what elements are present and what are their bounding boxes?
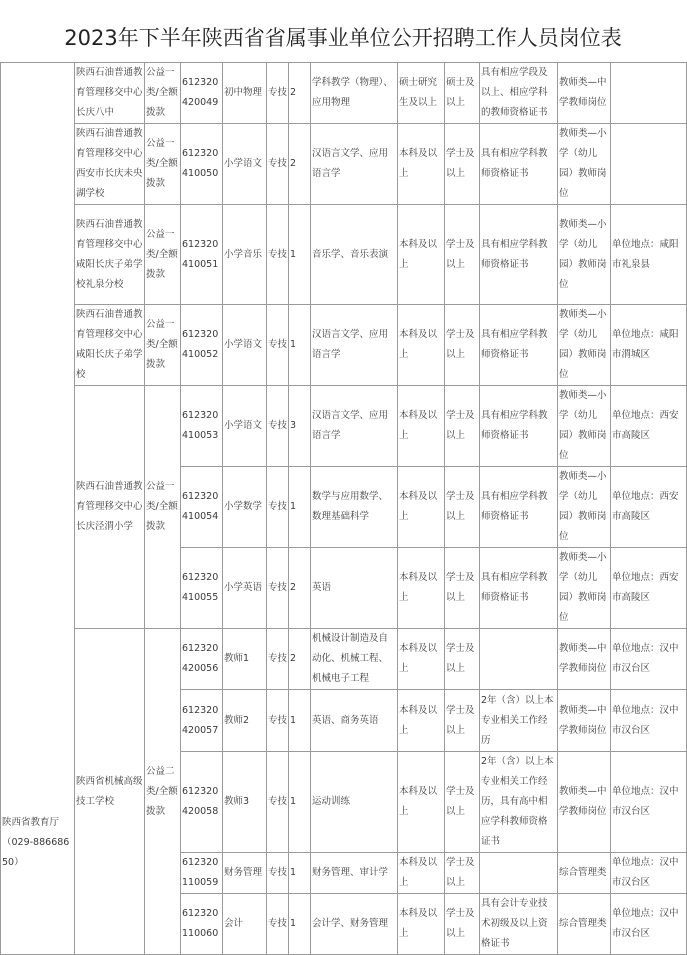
education-cell: 本科及以上 xyxy=(398,752,445,853)
note-cell: 单位地点：汉中市汉台区 xyxy=(611,629,687,690)
other-requirements-cell: 2年（含）以上本专业相关工作经历，具有高中相应学科教师资格证书 xyxy=(480,752,558,853)
major-cell: 会计学、财务管理 xyxy=(311,894,398,955)
post-category-cell: 专技 xyxy=(267,853,289,894)
post-name-cell: 小学语文 xyxy=(223,386,267,467)
other-requirements-cell: 具有相应学科教师资格证书 xyxy=(480,386,558,467)
post-name-cell: 小学英语 xyxy=(223,548,267,629)
post-type-cell: 教师类—中学教师岗位 xyxy=(558,752,611,853)
hire-count-cell: 2 xyxy=(289,548,311,629)
education-cell: 本科及以上 xyxy=(398,548,445,629)
post-category-cell: 专技 xyxy=(267,305,289,386)
degree-cell: 学士及以上 xyxy=(445,752,480,853)
other-requirements-cell: 具有相应学科教师资格证书 xyxy=(480,205,558,305)
education-cell: 本科及以上 xyxy=(398,467,445,548)
education-cell: 本科及以上 xyxy=(398,205,445,305)
unit-cell: 陕西石油普通教育管理移交中心长庆八中 xyxy=(75,63,145,124)
post-code-cell: 612320410054 xyxy=(181,467,223,548)
table-row xyxy=(1,305,687,386)
education-cell: 本科及以上 xyxy=(398,629,445,690)
unit-nature-cell: 公益一类/全额拨款 xyxy=(145,205,181,305)
post-category-cell: 专技 xyxy=(267,752,289,853)
positions-table xyxy=(0,62,687,955)
post-category-cell: 专技 xyxy=(267,63,289,124)
post-type-cell: 教师类—小学（幼儿园）教师岗位 xyxy=(558,305,611,386)
education-cell: 本科及以上 xyxy=(398,386,445,467)
other-requirements-cell: 具有相应学段及以上、相应学科的教师资格证书 xyxy=(480,63,558,124)
unit-nature-cell: 公益一类/全额拨款 xyxy=(145,124,181,205)
major-cell: 汉语言文学、应用语言学 xyxy=(311,305,398,386)
post-type-cell: 教师类—中学教师岗位 xyxy=(558,629,611,690)
degree-cell: 学士及以上 xyxy=(445,690,480,752)
note-cell: 单位地点：西安市高陵区 xyxy=(611,467,687,548)
hire-count-cell: 1 xyxy=(289,752,311,853)
page-title: 2023年下半年陕西省省属事业单位公开招聘工作人员岗位表 xyxy=(64,26,622,50)
post-name-cell: 教师3 xyxy=(223,752,267,853)
unit-cell: 陕西石油普通教育管理移交中心长庆泾渭小学 xyxy=(75,386,145,629)
education-cell: 本科及以上 xyxy=(398,853,445,894)
education-cell: 本科及以上 xyxy=(398,124,445,205)
post-category-cell: 专技 xyxy=(267,205,289,305)
major-cell: 音乐学、音乐表演 xyxy=(311,205,398,305)
major-cell: 汉语言文学、应用语言学 xyxy=(311,386,398,467)
post-name-cell: 小学语文 xyxy=(223,305,267,386)
note-cell: 单位地点：汉中市汉台区 xyxy=(611,853,687,894)
post-code-cell: 612320420056 xyxy=(181,629,223,690)
other-requirements-cell: 具有会计专业技术初级及以上资格证书 xyxy=(480,894,558,955)
post-name-cell: 会计 xyxy=(223,894,267,955)
major-cell: 英语 xyxy=(311,548,398,629)
post-code-cell: 612320110059 xyxy=(181,853,223,894)
degree-cell: 学士及以上 xyxy=(445,205,480,305)
post-code-cell: 612320410055 xyxy=(181,548,223,629)
note-cell: 单位地点：咸阳市渭城区 xyxy=(611,305,687,386)
hire-count-cell: 1 xyxy=(289,305,311,386)
hire-count-cell: 1 xyxy=(289,853,311,894)
hire-count-cell: 2 xyxy=(289,629,311,690)
post-type-cell: 教师类—小学（幼儿园）教师岗位 xyxy=(558,467,611,548)
education-cell: 本科及以上 xyxy=(398,690,445,752)
unit-cell: 陕西省机械高级技工学校 xyxy=(75,629,145,955)
post-category-cell: 专技 xyxy=(267,467,289,548)
post-type-cell: 教师类—小学（幼儿园）教师岗位 xyxy=(558,386,611,467)
post-type-cell: 教师类—小学（幼儿园）教师岗位 xyxy=(558,548,611,629)
degree-cell: 学士及以上 xyxy=(445,629,480,690)
post-category-cell: 专技 xyxy=(267,690,289,752)
major-cell: 数学与应用数学、数理基础科学 xyxy=(311,467,398,548)
post-type-cell: 综合管理类 xyxy=(558,853,611,894)
major-cell: 汉语言文学、应用语言学 xyxy=(311,124,398,205)
other-requirements-cell: 具有相应学科教师资格证书 xyxy=(480,124,558,205)
degree-cell: 学士及以上 xyxy=(445,853,480,894)
other-requirements-cell xyxy=(480,853,558,894)
post-category-cell: 专技 xyxy=(267,629,289,690)
degree-cell: 学士及以上 xyxy=(445,386,480,467)
note-cell: 单位地点：西安市高陵区 xyxy=(611,386,687,467)
hire-count-cell: 3 xyxy=(289,386,311,467)
major-cell: 英语、商务英语 xyxy=(311,690,398,752)
unit-cell: 陕西石油普通教育管理移交中心咸阳长庆子弟学校礼泉分校 xyxy=(75,205,145,305)
post-name-cell: 教师1 xyxy=(223,629,267,690)
positions-table-container xyxy=(0,62,686,949)
post-category-cell: 专技 xyxy=(267,124,289,205)
degree-cell: 学士及以上 xyxy=(445,305,480,386)
post-name-cell: 小学数学 xyxy=(223,467,267,548)
other-requirements-cell xyxy=(480,629,558,690)
unit-nature-cell: 公益一类/全额拨款 xyxy=(145,386,181,629)
degree-cell: 学士及以上 xyxy=(445,467,480,548)
table-row xyxy=(1,205,687,305)
post-type-cell: 教师类—小学（幼儿园）教师岗位 xyxy=(558,124,611,205)
post-name-cell: 财务管理 xyxy=(223,853,267,894)
major-cell: 机械设计制造及自动化、机械工程、机械电子工程 xyxy=(311,629,398,690)
table-row xyxy=(1,124,687,205)
hire-count-cell: 2 xyxy=(289,124,311,205)
note-cell xyxy=(611,63,687,124)
table-row xyxy=(1,63,687,124)
hire-count-cell: 1 xyxy=(289,690,311,752)
post-name-cell: 小学音乐 xyxy=(223,205,267,305)
note-cell: 单位地点：咸阳市礼泉县 xyxy=(611,205,687,305)
post-code-cell: 612320420057 xyxy=(181,690,223,752)
other-requirements-cell: 具有相应学科教师资格证书 xyxy=(480,548,558,629)
department-cell xyxy=(1,63,75,955)
post-code-cell: 612320410052 xyxy=(181,305,223,386)
unit-cell: 陕西石油普通教育管理移交中心西安市长庆未央湖学校 xyxy=(75,124,145,205)
unit-nature-cell: 公益一类/全额拨款 xyxy=(145,305,181,386)
hire-count-cell: 1 xyxy=(289,467,311,548)
hire-count-cell: 1 xyxy=(289,205,311,305)
post-type-cell: 教师类—中学教师岗位 xyxy=(558,690,611,752)
major-cell: 学科教学（物理）、应用物理 xyxy=(311,63,398,124)
post-code-cell: 612320420049 xyxy=(181,63,223,124)
post-name-cell: 初中物理 xyxy=(223,63,267,124)
note-cell: 单位地点：汉中市汉台区 xyxy=(611,752,687,853)
degree-cell: 学士及以上 xyxy=(445,894,480,955)
unit-nature-cell: 公益二类/全额拨款 xyxy=(145,629,181,955)
post-category-cell: 专技 xyxy=(267,894,289,955)
education-cell: 硕士研究生及以上 xyxy=(398,63,445,124)
note-cell: 单位地点：西安市高陵区 xyxy=(611,548,687,629)
degree-cell: 学士及以上 xyxy=(445,548,480,629)
table-row xyxy=(1,386,687,467)
note-cell xyxy=(611,124,687,205)
other-requirements-cell: 具有相应学科教师资格证书 xyxy=(480,467,558,548)
post-code-cell: 612320410053 xyxy=(181,386,223,467)
post-code-cell: 612320420058 xyxy=(181,752,223,853)
post-type-cell: 教师类—中学教师岗位 xyxy=(558,63,611,124)
other-requirements-cell: 2年（含）以上本专业相关工作经历 xyxy=(480,690,558,752)
degree-cell: 学士及以上 xyxy=(445,124,480,205)
unit-cell: 陕西石油普通教育管理移交中心咸阳长庆子弟学校 xyxy=(75,305,145,386)
post-code-cell: 612320410051 xyxy=(181,205,223,305)
hire-count-cell: 1 xyxy=(289,894,311,955)
education-cell: 本科及以上 xyxy=(398,305,445,386)
note-cell: 单位地点：汉中市汉台区 xyxy=(611,690,687,752)
post-name-cell: 教师2 xyxy=(223,690,267,752)
post-code-cell: 612320410050 xyxy=(181,124,223,205)
table-row xyxy=(1,629,687,690)
post-category-cell: 专技 xyxy=(267,386,289,467)
major-cell: 财务管理、审计学 xyxy=(311,853,398,894)
note-cell: 单位地点：汉中市汉台区 xyxy=(611,894,687,955)
other-requirements-cell: 具有相应学科教师资格证书 xyxy=(480,305,558,386)
hire-count-cell: 2 xyxy=(289,63,311,124)
department-name: 陕西省教育厅（029-88668650） xyxy=(2,816,70,868)
education-cell: 本科及以上 xyxy=(398,894,445,955)
post-type-cell: 综合管理类 xyxy=(558,894,611,955)
degree-cell: 硕士及以上 xyxy=(445,63,480,124)
post-code-cell: 612320110060 xyxy=(181,894,223,955)
major-cell: 运动训练 xyxy=(311,752,398,853)
post-category-cell: 专技 xyxy=(267,548,289,629)
post-type-cell: 教师类—小学（幼儿园）教师岗位 xyxy=(558,205,611,305)
post-name-cell: 小学语文 xyxy=(223,124,267,205)
unit-nature-cell: 公益一类/全额拨款 xyxy=(145,63,181,124)
